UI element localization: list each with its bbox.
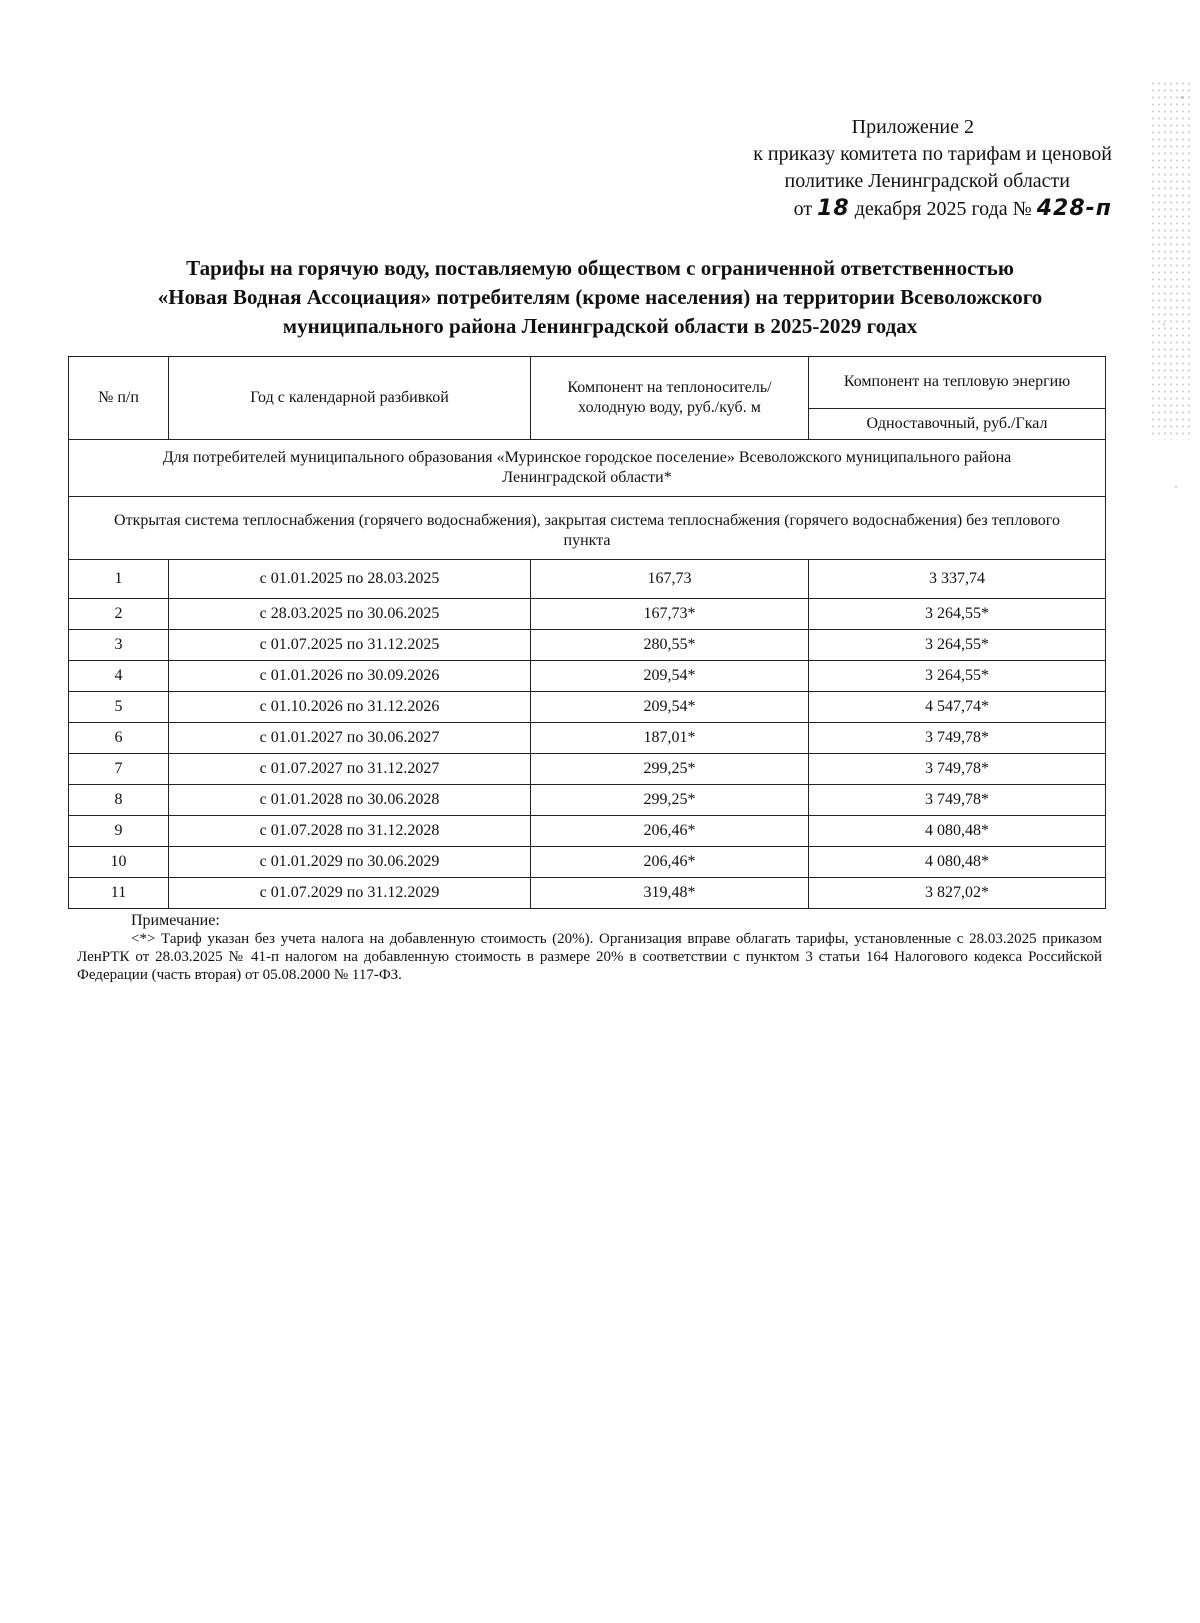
- row-num-cell: 10: [69, 847, 169, 878]
- row-num-cell: 2: [69, 599, 169, 630]
- table-row: [69, 723, 1106, 754]
- table-row: [69, 692, 1106, 723]
- scan-edge-noise: [1140, 0, 1200, 1623]
- row-heat-cell: 4 080,48*: [809, 847, 1106, 878]
- row-period-cell: с 01.10.2026 по 31.12.2026: [169, 692, 531, 723]
- tariff-table: [68, 356, 1106, 909]
- row-carrier-cell: 209,54*: [531, 661, 809, 692]
- row-period-cell: с 01.01.2026 по 30.09.2026: [169, 661, 531, 692]
- row-period-cell: с 01.01.2028 по 30.06.2028: [169, 785, 531, 816]
- row-num-cell: 8: [69, 785, 169, 816]
- title-line-2: «Новая Водная Ассоциация» потребителям (кроме населения) на территории Всеволожского: [157, 285, 1043, 309]
- appendix-date-middle: декабря 2025 года №: [854, 198, 1032, 220]
- row-heat-cell: 3 749,78*: [809, 785, 1106, 816]
- appendix-date-day-handwritten: 18: [817, 196, 850, 221]
- row-num-cell: 1: [69, 560, 169, 599]
- row-period-cell: с 01.07.2027 по 31.12.2027: [169, 754, 531, 785]
- row-num-cell: 3: [69, 630, 169, 661]
- table-row: [69, 599, 1106, 630]
- row-period-cell: с 01.07.2029 по 31.12.2029: [169, 878, 531, 909]
- row-num-cell: 9: [69, 816, 169, 847]
- row-heat-cell: 3 827,02*: [809, 878, 1106, 909]
- header-heat: Компонент на тепловую энергию: [809, 357, 1106, 409]
- note-text: <*> Тариф указан без учета налога на добавленную стоимость (20%). Организация вправе облагать тарифы, установленные с 28.03.2025 приказом ЛенРТК от 28.03.2025 № 41-п налогом на добавленную стоимость в размере 20% в соответствии с пунктом 3 статьи 164 Налогового кодекса Российской Федерации (часть вторая) от 05.08.2000 № 117-ФЗ.: [77, 931, 1102, 983]
- row-heat-cell: 3 264,55*: [809, 630, 1106, 661]
- row-carrier-cell: 206,46*: [531, 816, 809, 847]
- document-title: [60, 254, 1140, 341]
- row-heat-cell: 3 749,78*: [809, 723, 1106, 754]
- appendix-order-ref: к приказу комитета по тарифам и ценовой: [753, 143, 1112, 165]
- note-section: [77, 912, 1102, 984]
- row-period-cell: с 01.01.2029 по 30.06.2029: [169, 847, 531, 878]
- table-row: [69, 878, 1106, 909]
- header-heat-sub: Одноставочный, руб./Гкал: [809, 408, 1106, 439]
- row-num-cell: 7: [69, 754, 169, 785]
- appendix-committee: политике Ленинградской области: [784, 170, 1070, 192]
- row-heat-cell: 3 264,55*: [809, 599, 1106, 630]
- appendix-order-number-handwritten: 428-п: [1036, 196, 1112, 221]
- table-header-row-1: [69, 357, 1106, 409]
- table-row: [69, 661, 1106, 692]
- row-num-cell: 5: [69, 692, 169, 723]
- row-num-cell: 4: [69, 661, 169, 692]
- row-num-cell: 6: [69, 723, 169, 754]
- row-carrier-cell: 319,48*: [531, 878, 809, 909]
- row-carrier-cell: 209,54*: [531, 692, 809, 723]
- table-row: [69, 754, 1106, 785]
- row-heat-cell: 4 080,48*: [809, 816, 1106, 847]
- consumer-group-row: [69, 440, 1106, 497]
- row-heat-cell: 3 749,78*: [809, 754, 1106, 785]
- row-carrier-cell: 206,46*: [531, 847, 809, 878]
- note-label: Примечание:: [131, 912, 220, 929]
- appendix-date-prefix: от: [793, 198, 813, 220]
- row-carrier-cell: 167,73*: [531, 599, 809, 630]
- table-row: [69, 816, 1106, 847]
- title-line-3: муниципального района Ленинградской области в 2025-2029 годах: [282, 314, 918, 338]
- appendix-date-line: [652, 195, 1112, 223]
- row-carrier-cell: 299,25*: [531, 754, 809, 785]
- header-carrier: Компонент на теплоноситель/ холодную воду, руб./куб. м: [531, 357, 809, 440]
- table-row: [69, 785, 1106, 816]
- row-num-cell: 11: [69, 878, 169, 909]
- row-heat-cell: 3 264,55*: [809, 661, 1106, 692]
- row-carrier-cell: 280,55*: [531, 630, 809, 661]
- row-heat-cell: 4 547,74*: [809, 692, 1106, 723]
- consumer-group-cell: Для потребителей муниципального образования «Муринское городское поселение» Всеволожского муниципального района Ленинградской области*: [69, 440, 1106, 497]
- table-row: [69, 560, 1106, 599]
- row-carrier-cell: 167,73: [531, 560, 809, 599]
- table-row: [69, 630, 1106, 661]
- row-period-cell: с 01.01.2025 по 28.03.2025: [169, 560, 531, 599]
- row-period-cell: с 28.03.2025 по 30.06.2025: [169, 599, 531, 630]
- system-type-row: [69, 497, 1106, 560]
- row-carrier-cell: 299,25*: [531, 785, 809, 816]
- row-period-cell: с 01.01.2027 по 30.06.2027: [169, 723, 531, 754]
- row-carrier-cell: 187,01*: [531, 723, 809, 754]
- header-num: № п/п: [69, 357, 169, 440]
- row-period-cell: с 01.07.2025 по 31.12.2025: [169, 630, 531, 661]
- system-type-cell: Открытая система теплоснабжения (горячего водоснабжения), закрытая система теплоснабжения (горячего водоснабжения) без теплового пункта: [69, 497, 1106, 560]
- header-period: Год с календарной разбивкой: [169, 357, 531, 440]
- row-heat-cell: 3 337,74: [809, 560, 1106, 599]
- row-period-cell: с 01.07.2028 по 31.12.2028: [169, 816, 531, 847]
- table-row: [69, 847, 1106, 878]
- title-line-1: Тарифы на горячую воду, поставляемую обществом с ограниченной ответственностью: [186, 256, 1014, 280]
- appendix-header: [652, 114, 1112, 223]
- appendix-title: Приложение 2: [851, 116, 974, 138]
